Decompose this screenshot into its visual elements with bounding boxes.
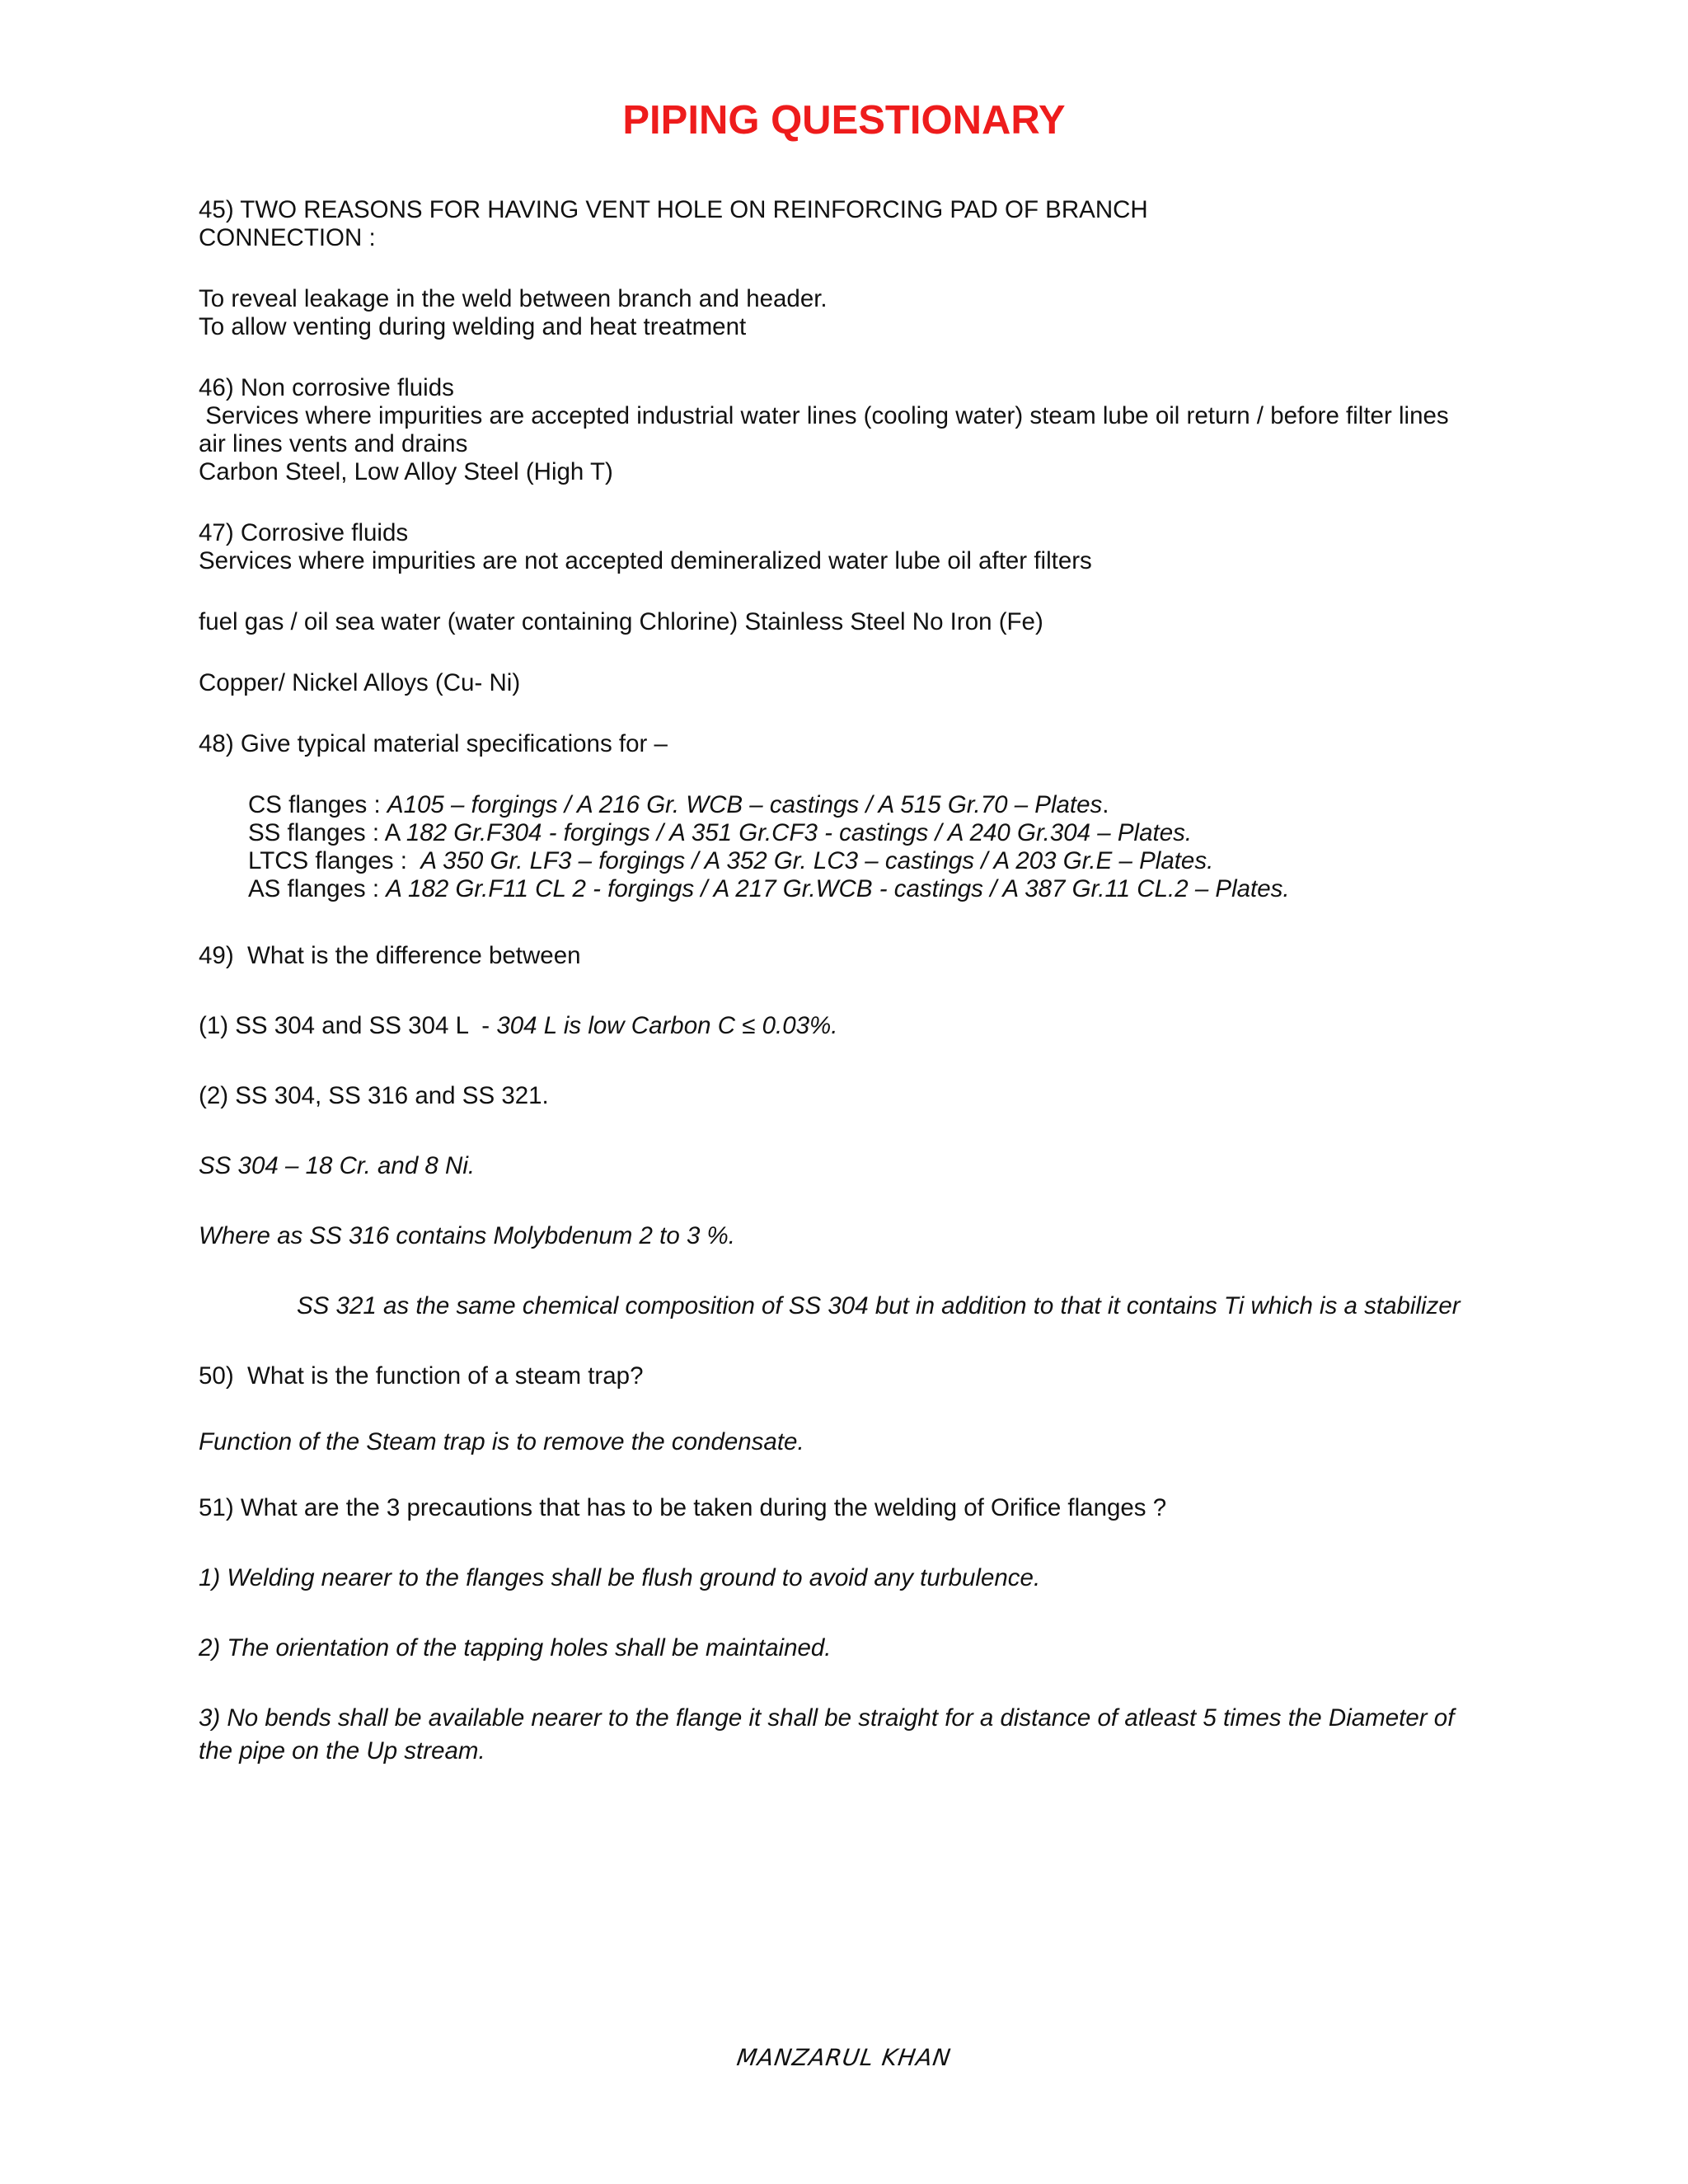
q49-part-2: (2) SS 304, SS 316 and SS 321. [199,1082,549,1109]
q48-as-flanges [248,875,1290,903]
q49-answer-3: SS 321 as the same chemical composition of SS 304 but in addition to that it contains Ti which is a stabilizer [297,1292,1461,1319]
q46-line-2: air lines vents and drains [199,430,468,457]
q51-heading: 51) What are the 3 precautions that has to be taken during the welding of Orifice flanges ? [199,1494,1167,1521]
q50-answer: Function of the Steam trap is to remove the condensate. [199,1428,804,1455]
q50-heading: 50) What is the function of a steam trap? [199,1362,644,1390]
page-title: PIPING QUESTIONARY [622,98,1066,143]
q49-heading: 49) What is the difference between [199,942,581,969]
q49-part-1-label: (1) SS 304 and SS 304 L - [199,1012,497,1039]
q48-cs-flanges [248,791,1109,819]
q48-as-value: A 182 Gr.F11 CL 2 - forgings / A 217 Gr.WCB - castings / A 387 Gr.11 CL.2 – Plates. [386,875,1290,902]
q48-cs-value: A105 – forgings / A 216 Gr. WCB – castings / A 515 Gr.70 – Plates [387,791,1103,818]
q47-line-1: Services where impurities are not accepted demineralized water lube oil after filters [199,547,1092,574]
q46-line-1: Services where impurities are accepted industrial water lines (cooling water) steam lube oil return / before filter lines [199,402,1449,429]
q48-cs-label: CS flanges : [248,791,387,818]
q51-answer-3-line-1: 3) No bends shall be available nearer to the flange it shall be straight for a distance of atleast 5 times the Diameter of [199,1704,1455,1732]
q48-cs-end: . [1102,791,1109,818]
q48-ltcs-flanges [248,847,1213,875]
q45-answer-2: To allow venting during welding and heat treatment [199,313,747,340]
q49-part-1-value: 304 L is low Carbon C ≤ 0.03%. [496,1012,838,1039]
q49-answer-1: SS 304 – 18 Cr. and 8 Ni. [199,1152,476,1179]
q47-heading: 47) Corrosive fluids [199,519,409,546]
q48-heading: 48) Give typical material specifications for – [199,730,668,757]
q48-ss-label: SS flanges : A [248,819,406,846]
q49-answer-2: Where as SS 316 contains Molybdenum 2 to 3 %. [199,1222,735,1249]
q45-heading-line-1: 45) TWO REASONS FOR HAVING VENT HOLE ON REINFORCING PAD OF BRANCH [199,196,1148,223]
q46-heading: 46) Non corrosive fluids [199,374,454,401]
q51-answer-1: 1) Welding nearer to the flanges shall be flush ground to avoid any turbulence. [199,1564,1041,1591]
q48-ss-flanges [248,819,1192,847]
q45-heading-line-2: CONNECTION : [199,224,376,251]
q48-ss-value: 182 Gr.F304 - forgings / A 351 Gr.CF3 - castings / A 240 Gr.304 – Plates. [406,819,1193,846]
footer-author: MANZARUL KHAN [734,2044,954,2071]
q51-answer-2: 2) The orientation of the tapping holes shall be maintained. [199,1634,832,1661]
q51-answer-3-line-2: the pipe on the Up stream. [199,1737,485,1765]
q45-answer-1: To reveal leakage in the weld between branch and header. [199,285,828,312]
q48-ltcs-label: LTCS flanges : [248,847,421,874]
q46-line-3: Carbon Steel, Low Alloy Steel (High T) [199,458,613,485]
q47-line-3: Copper/ Nickel Alloys (Cu- Ni) [199,669,521,696]
q48-as-label: AS flanges : [248,875,387,902]
q49-part-1 [199,1012,837,1040]
q48-ltcs-value: A 350 Gr. LF3 – forgings / A 352 Gr. LC3 – castings / A 203 Gr.E – Plates. [420,847,1214,874]
q47-line-2: fuel gas / oil sea water (water containing Chlorine) Stainless Steel No Iron (Fe) [199,608,1043,635]
